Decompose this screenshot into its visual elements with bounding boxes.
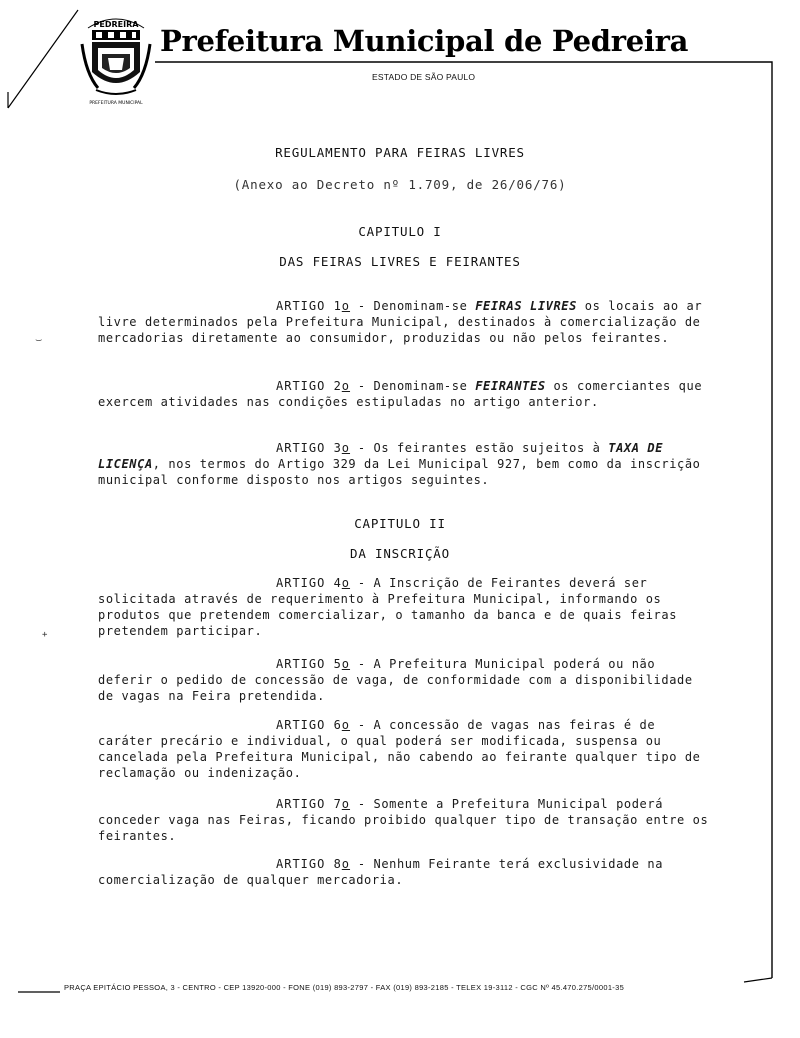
chapter-1-title: DAS FEIRAS LIVRES E FEIRANTES — [279, 254, 521, 269]
article-6: ARTIGO 6o - A concessão de vagas nas feiras é de caráter precário e individual, o qual poderá ser modificada, suspensa ou cancelada pela Prefeitura Municipal, não cabendo ao feirante qualquer tipo de reclamação ou indenização. — [98, 718, 701, 780]
chapter-2-number: CAPITULO II — [354, 516, 446, 531]
article-4: ARTIGO 4o - A Inscrição de Feirantes deverá ser solicitada através de requerimento à Prefeitura Municipal, informando os produtos que pretendem comercializar, o tamanho da banca e de quais feiras pretendem participar. — [98, 576, 678, 638]
municipal-crest-logo — [78, 14, 154, 106]
article-5: ARTIGO 5o - A Prefeitura Municipal poderá ou não deferir o pedido de concessão de vaga, de conformidade com a disponibilidade de vagas na Feira pretendida. — [98, 657, 693, 703]
chapter-1-number: CAPITULO I — [358, 224, 442, 239]
article-3: ARTIGO 3o - Os feirantes estão sujeitos à TAXA DE LICENÇA, nos termos do Artigo 329 da Lei Municipal 927, bem como da inscrição municipal conforme disposto nos artigos seguintes. — [98, 441, 701, 487]
article-1: ARTIGO 1o - Denominam-se FEIRAS LIVRES os locais ao ar livre determinados pela Prefeitura Municipal, destinados à comercialização de mercadorias diretamente ao consumidor, produzidas ou não pelos feirantes. — [98, 299, 703, 345]
chapter-2-title: DA INSCRIÇÃO — [350, 546, 450, 561]
article-1-label: ARTIGO 1o — [276, 299, 351, 313]
svg-text:PREFEITURA MUNICIPAL: PREFEITURA MUNICIPAL — [89, 101, 143, 106]
svg-text:PEDREIRA: PEDREIRA — [93, 20, 139, 29]
decree-annex-note: (Anexo ao Decreto nº 1.709, de 26/06/76) — [233, 177, 567, 192]
scan-mark: + — [42, 630, 48, 640]
regulation-heading: REGULAMENTO PARA FEIRAS LIVRES — [275, 145, 525, 160]
article-8: ARTIGO 8o - Nenhum Feirante terá exclusividade na comercialização de qualquer mercadoria. — [98, 857, 664, 887]
state-subtitle: ESTADO DE SÃO PAULO — [372, 72, 476, 82]
footer-address: PRAÇA EPITÁCIO PESSOA, 3 - CENTRO - CEP 13920-000 - FONE (019) 893-2797 - FAX (019) 893-2185 - TELEX 19-3112 - CGC Nº 45.470.275/0001-35 — [64, 983, 625, 992]
article-7: ARTIGO 7o - Somente a Prefeitura Municipal poderá conceder vaga nas Feiras, ficando proibido qualquer tipo de transação entre os feirantes. — [98, 797, 709, 843]
municipality-title: Prefeitura Municipal de Pedreira — [160, 24, 689, 58]
article-2: ARTIGO 2o - Denominam-se FEIRANTES os comerciantes que exercem atividades nas condições estipuladas no artigo anterior. — [98, 379, 703, 409]
scan-mark: ‿ — [36, 332, 42, 342]
